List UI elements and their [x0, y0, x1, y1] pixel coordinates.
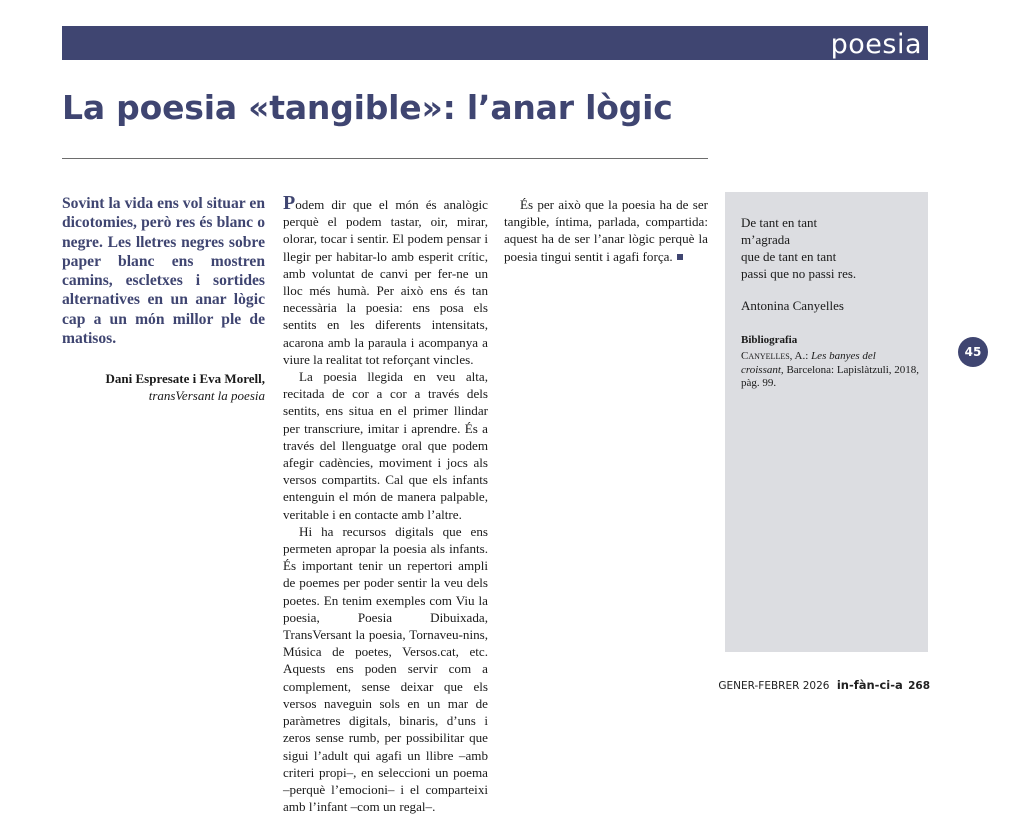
author-block	[62, 370, 265, 404]
bib-title: Les banyes del croissant,	[741, 350, 876, 376]
body-column-1	[283, 192, 488, 815]
article-lead: Sovint la vida ens vol situar en dicotomies, però res és blanc o negre. Les lletres negres sobre paper blanc ens mostren camins, escletxes i sortides alternatives en un anar lògic cap a un món millor ple de matisos.	[62, 195, 265, 348]
page-footer	[718, 678, 930, 692]
body-paragraph-4	[504, 196, 708, 265]
footer-date: GENER-FEBRER 2026	[718, 680, 830, 692]
bibliography-entry	[741, 350, 921, 391]
section-label: poesia	[830, 29, 922, 60]
page-number-badge: 45	[958, 337, 988, 367]
body-column-2	[504, 196, 708, 265]
footer-issue: 268	[908, 680, 930, 692]
poem-author: Antonina Canyelles	[741, 298, 844, 313]
bib-publication: Barcelona: Lapislàtzuli, 2018, pàg. 99.	[741, 363, 920, 389]
section-banner	[62, 26, 928, 60]
poem-line: passi que no passi res.	[741, 266, 857, 281]
poem-line: que de tant en tant	[741, 249, 837, 264]
drop-cap: P	[283, 192, 296, 214]
body-paragraph-2: La poesia llegida en veu alta, recitada de cor a cor a través dels sentits, ens situa en el primer llindar per transcriure, imitar i aprendre. És a través del llenguatge oral que podem afegir cadències, moviment i jocs als versos compartits. Cal que els infants entenguin el món de manera palpable, veritable i en contacte amb l’altre.	[283, 369, 488, 522]
author-organization: transVersant la poesia	[148, 388, 265, 403]
title-divider	[62, 158, 708, 159]
paragraph-4-text: És per això que la poesia ha de ser tangible, íntima, parlada, compartida: aquest ha de ser l’anar lògic perquè la poesia tingui sentit i agafi força.	[504, 197, 708, 264]
sidebar-poem	[741, 214, 856, 282]
author-names: Dani Espresate i Eva Morell,	[105, 371, 265, 386]
article-title: La poesia «tangible»: l’anar lògic	[62, 88, 673, 127]
bibliography-heading: Bibliografia	[741, 334, 798, 346]
poem-line: m’agrada	[741, 232, 791, 247]
body-paragraph-3: Hi ha recursos digitals que ens permeten apropar la poesia als infants. És important tenir un repertori ampli de poemes per poder sentir la veu dels poetes. En tenim exemples com Viu la poesia, Poesia Dibuixada, TransVersant la poesia, Tornaveu-nins, Música de poetes, Versos.cat, etc. Aquests ens poden servir com a complement, sense deixar que els versos naveguin sols en un mar de paràmetres digitals, binaris, d’uns i zeros sense rumb, per possibilitar que sigui l’adult qui agafi un llibre –amb criteri propi–, en seleccioni un poema –perquè l’emocioni– i el comparteixi amb l’infant –com un regal–.	[283, 523, 488, 815]
end-square-icon	[677, 254, 683, 260]
paragraph-1-text: odem dir que el món és analògic perquè el podem tastar, oir, mirar, olorar, tocar i sentir. El podem pensar i llegir per habitar-lo amb esperit crític, amb voluntat de canvi per fer-ne un lloc més humà. Per això ens és tan necessària la poesia: ens posa els sentits en les diferents intensitats, acarona amb la paraula i acompanya a viure la realitat tot reforçant vincles.	[283, 197, 488, 367]
poem-line: De tant en tant	[741, 215, 818, 230]
footer-magazine: in-fàn-ci-a	[836, 678, 903, 692]
bib-author: Canyelles, A.:	[741, 350, 809, 362]
body-paragraph-1	[283, 192, 488, 368]
